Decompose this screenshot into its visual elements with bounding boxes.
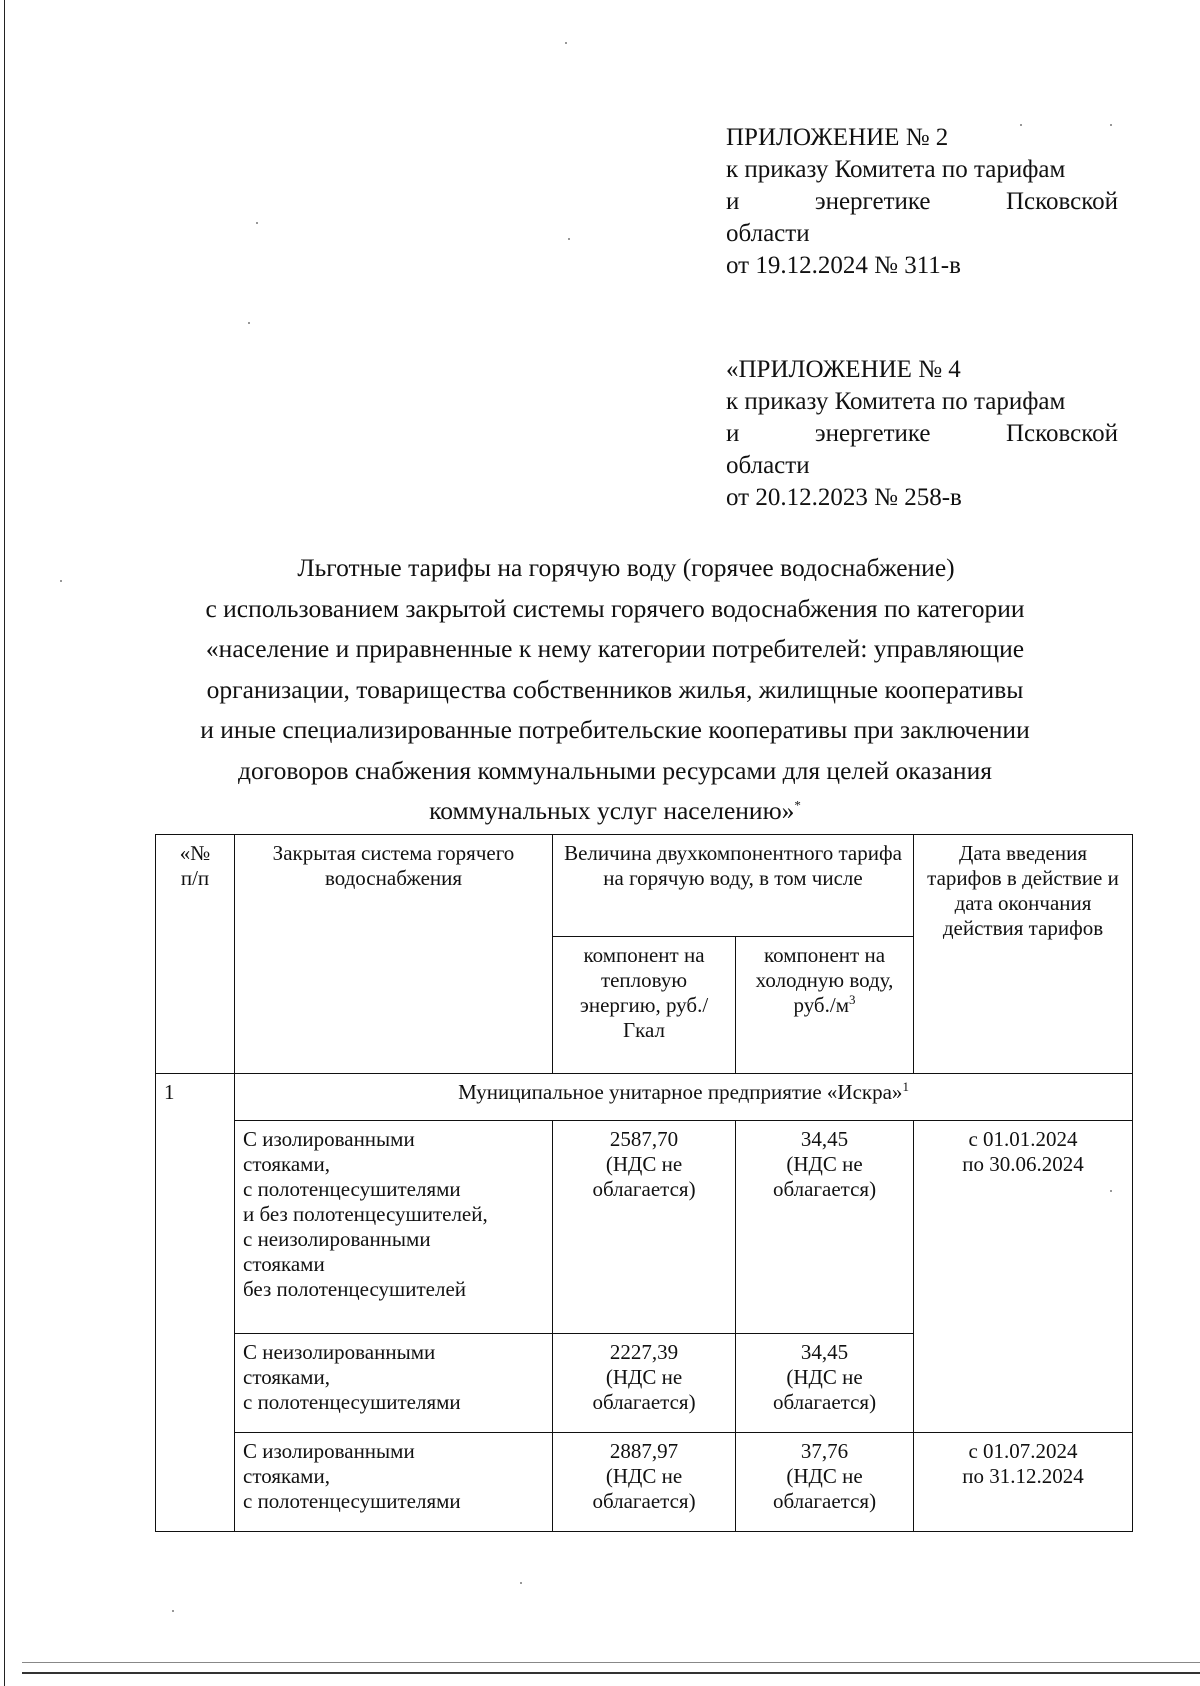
cell-date: с 01.07.2024 по 31.12.2024 [914,1433,1133,1532]
scan-speck [172,1610,174,1612]
title-line: договоров снабжения коммунальными ресурсами для целей оказания [238,755,992,785]
org-footnote: 1 [902,1079,909,1094]
scan-speck [568,238,570,240]
header-cold-component [736,936,914,1073]
appendix-order-ref: к приказу Комитета по тарифам [726,156,1066,183]
row-number: 1 [156,1074,235,1532]
document-title [140,548,1090,832]
cell-system: С неизолированными стояками, с полотенцесушителями [235,1334,553,1433]
appendix-order-ref-cont [726,186,1118,218]
title-line: «население и приравненные к нему категории потребителей: управляющие [205,634,1025,663]
scan-speck [248,322,250,324]
page-left-edge [4,0,5,1686]
header-tariff: Величина двухкомпонентного тарифа на горячую воду, в том числе [553,835,914,937]
appendix-date: от 19.12.2024 № 311-в [726,252,961,279]
table-org-row [156,1074,1133,1121]
scan-speck [256,222,258,224]
title-line: и иные специализированные потребительские кооперативы при заключении [200,715,1030,744]
scan-speck [60,580,62,582]
appendix-order-ref-cont [726,418,1118,450]
page-bottom-inner-edge [22,1662,1200,1663]
appendix-region: области [726,220,810,247]
scan-speck [565,42,567,44]
org-name [235,1074,1133,1121]
appendix-number: «ПРИЛОЖЕНИЕ № 4 [726,356,961,383]
cell-cold: 34,45 (НДС не облагается) [736,1334,914,1433]
table-row [156,1433,1133,1532]
header-cold-sup: 3 [849,991,856,1007]
cell-heat: 2227,39 (НДС не облагается) [553,1334,736,1433]
title-footnote-mark: * [794,797,801,813]
appendix-order-ref: к приказу Комитета по тарифам [726,388,1066,415]
appendix-word: и [726,188,740,215]
cell-cold: 37,76 (НДС не облагается) [736,1433,914,1532]
header-date: Дата введения тарифов в действие и дата окончания действия тарифов [914,835,1133,1074]
appendix-header-amended [726,354,1118,514]
appendix-word: Псковской [1005,188,1118,215]
cell-heat: 2587,70 (НДС не облагается) [553,1121,736,1334]
appendix-region: области [726,452,810,479]
appendix-header-current [726,122,1118,282]
appendix-word: энергетике [814,420,931,447]
appendix-date: от 20.12.2023 № 258-в [726,484,962,511]
cell-system: С изолированными стояками, с полотенцесушителями и без полотенцесушителей, с неизолированными стояками без полотенцесушителей [235,1121,553,1334]
appendix-word: Псковской [1005,420,1118,447]
appendix-word: энергетике [814,188,931,215]
header-heat-component: компонент на тепловую энергию, руб./Гкал [553,936,736,1073]
tariff-table [155,834,1133,1532]
cell-cold: 34,45 (НДС не облагается) [736,1121,914,1334]
page-bottom-edge [22,1672,1200,1674]
title-line: организации, товарищества собственников жилья, жилищные кооперативы [206,674,1024,704]
header-cold-text: компонент на холодную воду, руб./м [755,942,894,1017]
cell-date: с 01.01.2024 по 30.06.2024 [914,1121,1133,1433]
appendix-number: ПРИЛОЖЕНИЕ № 2 [726,124,949,151]
title-line-last [140,791,1090,832]
appendix-word: и [726,420,740,447]
header-system: Закрытая система горячего водоснабжения [235,835,553,1074]
org-name-text: Муниципальное унитарное предприятие «Искра» [458,1080,903,1104]
cell-system: С изолированными стояками, с полотенцесушителями [235,1433,553,1532]
title-line-text: коммунальных услуг населению» [429,796,795,825]
header-number: «№ п/п [156,835,235,1074]
table-header-row [156,835,1133,937]
title-line: Льготные тарифы на горячую воду (горячее водоснабжение) [297,553,955,582]
table-row [156,1121,1133,1334]
cell-heat: 2887,97 (НДС не облагается) [553,1433,736,1532]
title-line: с использованием закрытой системы горячего водоснабжения по категории [205,593,1025,623]
scan-speck [520,1582,522,1584]
